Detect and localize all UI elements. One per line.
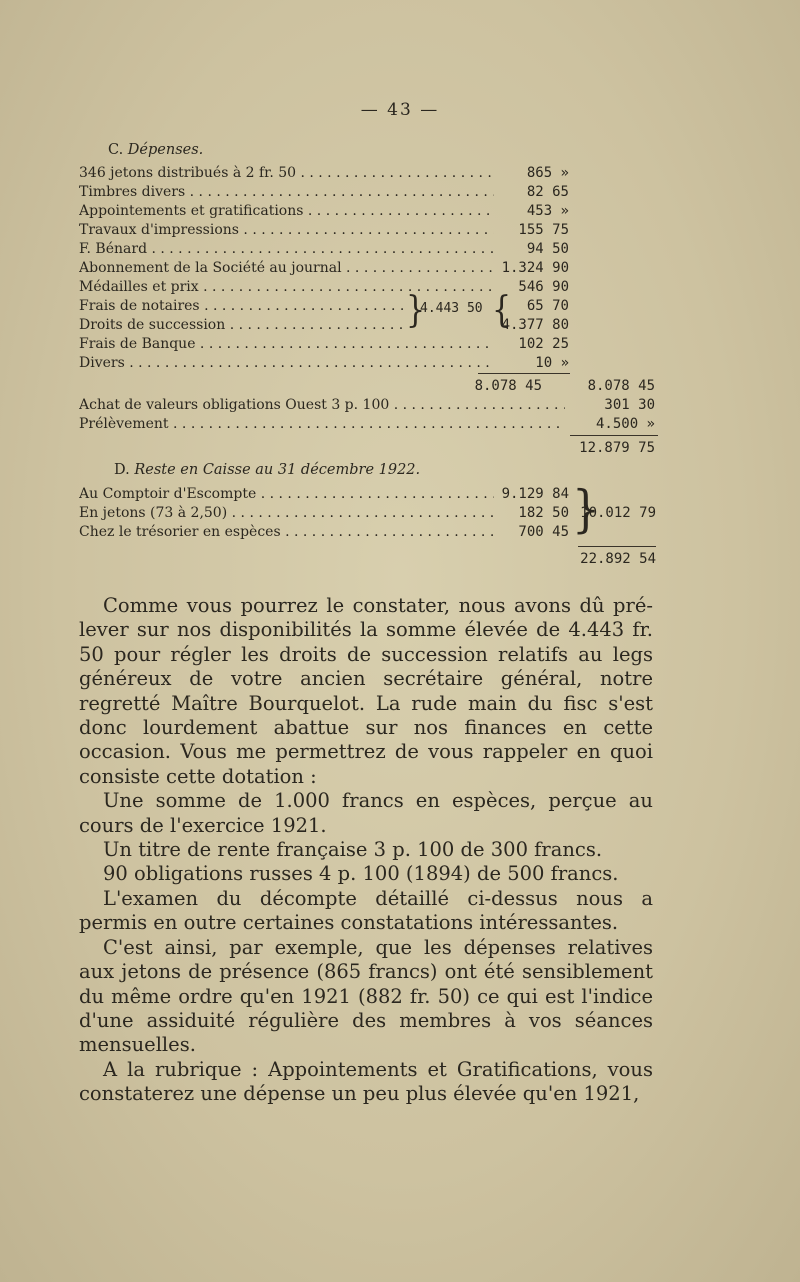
subtotal: 8.078 45 (474, 378, 542, 394)
row-amount: 4.377 80 (501, 317, 569, 333)
row-label: Au Comptoir d'Escompte . . . (79, 485, 494, 503)
row-label: Prélèvement . . . (79, 415, 565, 433)
subtotal-right: 8.078 45 (587, 378, 655, 394)
row-amount: 453 » (526, 203, 569, 219)
row-amount: 546 90 (518, 279, 569, 295)
row-label: Timbres divers . . . (79, 183, 494, 201)
row-label: 346 jetons distribués à 2 fr. 50 . . . (79, 164, 494, 182)
row-amount: 865 » (526, 165, 569, 181)
section-c-title (108, 142, 203, 158)
reste-brace: } (572, 480, 600, 539)
paragraph: Une somme de 1.000 francs en espèces, perçue au cours de l'exercice 1921. (79, 789, 653, 837)
group-total: 4.443 50 (420, 301, 483, 316)
paragraph: Comme vous pourrez le constater, nous avons dû pré-lever sur nos disponibilités la somme élevée de 4.443 fr. 50 pour régler les droits de succession relatifs au legs généreux de votre ancien secrétaire général, notre regretté Maître Bourquelot. La rude main du fisc s'est donc lourdement abattue sur nos finances en cette occasion. Vous me permettrez de vous rappeler en quoi consiste cette dotation : (79, 594, 653, 788)
row-label: Frais de Banque . . . (79, 335, 494, 353)
grand-total-rule (578, 546, 656, 547)
page-number: — 43 — (360, 100, 440, 120)
group-brace-left: } (406, 289, 426, 332)
row-amount: 301 30 (604, 397, 655, 413)
row-label: Médailles et prix . . . (79, 278, 494, 296)
row-amount: 102 25 (518, 336, 569, 352)
reste-group-total: 10.012 79 (580, 505, 656, 521)
group-brace-right: { (492, 289, 512, 332)
paragraph: A la rubrique : Appointements et Gratifications, vous constaterez une dépense un peu plus élevée qu'en 1921, (79, 1057, 653, 1106)
row-amount: 182 50 (518, 505, 569, 521)
row-label: Abonnement de la Société au journal . . . (79, 259, 494, 277)
body-text (79, 594, 653, 1107)
row-label: Achat de valeurs obligations Ouest 3 p. 100 . . . (79, 396, 565, 414)
row-amount: 1.324 90 (501, 260, 569, 276)
row-amount: 94 50 (526, 241, 569, 257)
row-label: Divers . . . (79, 354, 494, 372)
row-amount: 155 75 (518, 222, 569, 238)
subtotal-rule (478, 373, 570, 374)
section-c-name: Dépenses. (127, 142, 204, 158)
paragraph: L'examen du décompte détaillé ci-dessus nous a permis en outre certaines constatations intéressantes. (79, 886, 653, 935)
row-label: Droits de succession . . . (79, 316, 409, 334)
section-d-title (114, 462, 420, 478)
section-d-letter: D. (114, 462, 130, 478)
section-c-letter: C. (108, 142, 124, 158)
row-label: Travaux d'impressions . . . (79, 221, 494, 239)
row-amount: 9.129 84 (501, 486, 569, 502)
total: 12.879 75 (579, 440, 655, 456)
row-label: Appointements et gratifications . . . (79, 202, 494, 220)
grand-total: 22.892 54 (580, 551, 656, 567)
row-label: En jetons (73 à 2,50) . . . (79, 504, 494, 522)
paragraph: 90 obligations russes 4 p. 100 (1894) de 500 francs. (103, 862, 619, 886)
total-rule (570, 435, 658, 436)
paragraph: C'est ainsi, par exemple, que les dépenses relatives aux jetons de présence (865 francs) ont été sensiblement du même ordre qu'en 1921 (882 fr. 50) ce qui est l'indice d'une assiduité régulière des membres à vos séances mensuelles. (79, 935, 653, 1057)
row-label: Chez le trésorier en espèces . . . (79, 523, 494, 541)
row-amount: 10 » (535, 355, 569, 371)
section-d-name: Reste en Caisse au 31 décembre 1922. (134, 462, 421, 478)
row-amount: 65 70 (526, 298, 569, 314)
row-amount: 82 65 (526, 184, 569, 200)
paragraph: Un titre de rente française 3 p. 100 de 300 francs. (103, 838, 603, 862)
row-label: F. Bénard . . . (79, 240, 494, 258)
row-label: Frais de notaires . . . (79, 297, 409, 315)
row-amount: 4.500 » (595, 416, 655, 432)
row-amount: 700 45 (518, 524, 569, 540)
